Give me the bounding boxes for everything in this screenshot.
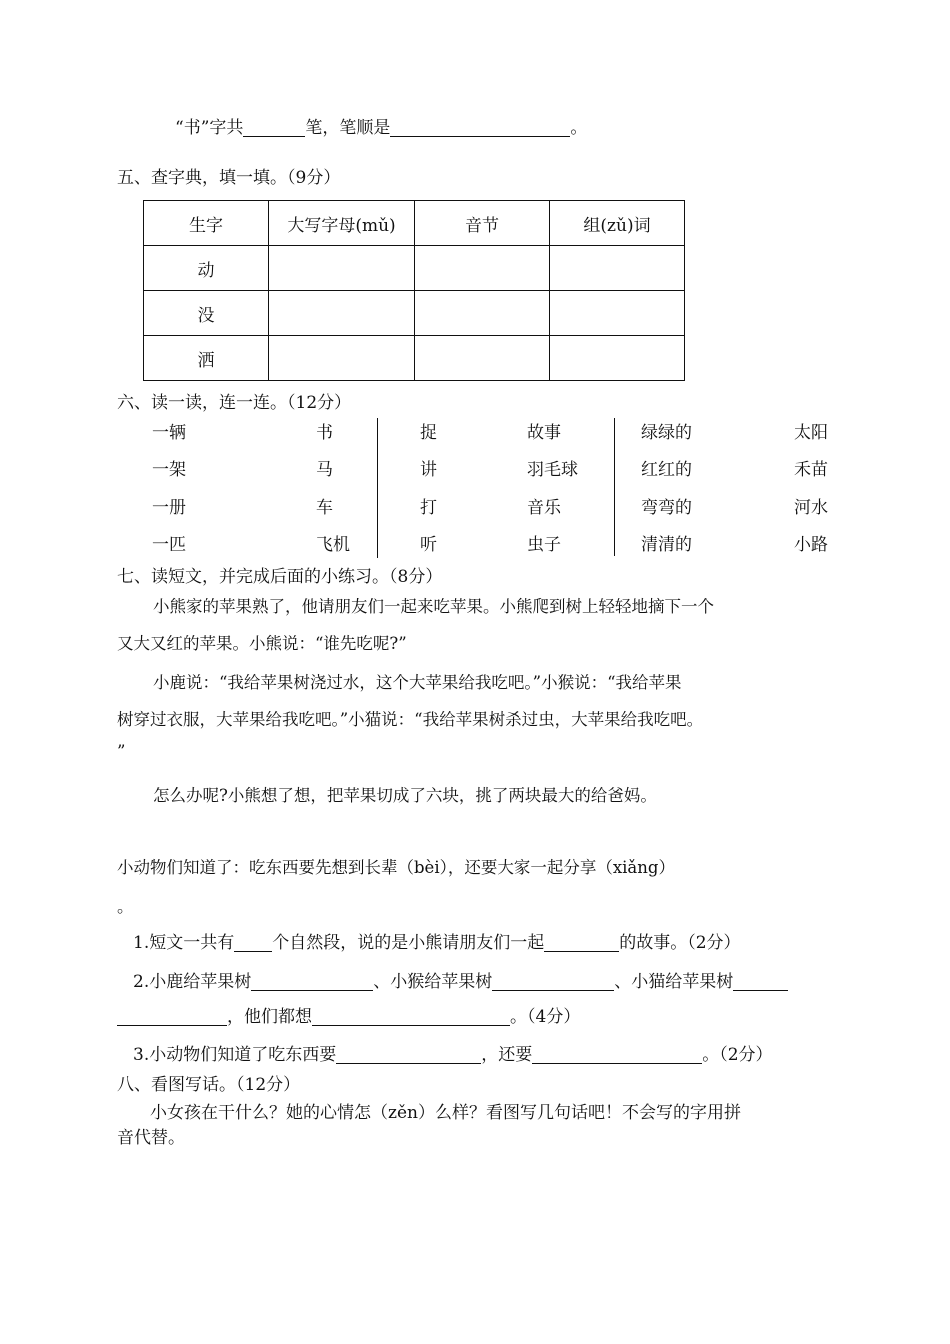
- table-header-row: [144, 201, 685, 246]
- section7-title: 七、读短文，并完成后面的小练习。（8分）: [117, 567, 443, 587]
- passage-line: 小鹿说：“我给苹果树浇过水，这个大苹果给我吃吧。”小猴说：“我给苹果: [153, 673, 682, 692]
- match-item[interactable]: 书: [316, 423, 333, 443]
- match-item[interactable]: 一架: [152, 460, 186, 480]
- header-capital: 大写字母(mǔ): [269, 201, 415, 246]
- table-row: [144, 246, 685, 291]
- match-item[interactable]: 故事: [527, 423, 561, 443]
- table-row: [144, 336, 685, 381]
- answer-blank[interactable]: [117, 1007, 227, 1026]
- answer-cell[interactable]: [269, 246, 415, 291]
- passage-line: 怎么办呢?小熊想了想，把苹果切成了六块，挑了两块最大的给爸妈。: [153, 786, 657, 805]
- match-item[interactable]: 红红的: [641, 460, 692, 480]
- answer-blank[interactable]: [251, 972, 373, 991]
- section6-title: 六、读一读，连一连。（12分）: [117, 393, 352, 413]
- prompt-line: 小女孩在干什么？她的心情怎（zěn）么样？看图写几句话吧！不会写的字用拼: [150, 1103, 741, 1123]
- passage-line: 。: [117, 897, 134, 916]
- match-item[interactable]: 禾苗: [794, 460, 828, 480]
- passage-line: ”: [117, 742, 126, 761]
- passage-line: 小熊家的苹果熟了，他请朋友们一起来吃苹果。小熊爬到树上轻轻地摘下一个: [153, 597, 714, 616]
- match-item[interactable]: 虫子: [527, 535, 561, 555]
- match-item[interactable]: 一册: [152, 498, 186, 518]
- match-item[interactable]: 飞机: [316, 535, 350, 555]
- stroke-order-blank[interactable]: [390, 118, 570, 137]
- question-1: 1.短文一共有 个自然段，说的是小熊请朋友们一起 的故事。（2分）: [133, 933, 741, 953]
- passage-line: 树穿过衣服，大苹果给我吃吧。”小猫说：“我给苹果树杀过虫，大苹果给我吃吧。: [117, 710, 704, 729]
- answer-cell[interactable]: [415, 246, 550, 291]
- group-divider: [614, 418, 615, 556]
- answer-blank[interactable]: [492, 972, 614, 991]
- stroke-count-blank[interactable]: [243, 118, 305, 137]
- row-char: 动: [144, 246, 269, 291]
- answer-cell[interactable]: [415, 291, 550, 336]
- answer-blank[interactable]: [544, 933, 619, 952]
- section5-title: 五、查字典，填一填。（9分）: [117, 168, 341, 188]
- match-item[interactable]: 打: [420, 498, 437, 518]
- match-item[interactable]: 讲: [420, 460, 437, 480]
- header-char: 生字: [144, 201, 269, 246]
- match-item[interactable]: 车: [316, 498, 333, 518]
- question-3: 3.小动物们知道了吃东西要 ，还要 。（2分）: [133, 1045, 773, 1065]
- answer-cell[interactable]: [415, 336, 550, 381]
- match-item[interactable]: 绿绿的: [641, 423, 692, 443]
- match-item[interactable]: 捉: [420, 423, 437, 443]
- passage-line: 小动物们知道了：吃东西要先想到长辈（bèi），还要大家一起分享（xiǎng）: [117, 858, 675, 877]
- group-divider: [377, 418, 378, 558]
- answer-cell[interactable]: [269, 336, 415, 381]
- header-syllable: 音节: [415, 201, 550, 246]
- row-char: 洒: [144, 336, 269, 381]
- dictionary-table: [143, 200, 685, 381]
- question-2: 2.小鹿给苹果树 、小猴给苹果树 、小猫给苹果树: [133, 971, 788, 993]
- table-row: [144, 291, 685, 336]
- header-word: 组(zǔ)词: [550, 201, 685, 246]
- question-2-cont: ，他们都想 。（4分）: [117, 1006, 580, 1028]
- section8-title: 八、看图写话。（12分）: [117, 1075, 301, 1095]
- match-item[interactable]: 弯弯的: [641, 498, 692, 518]
- answer-cell[interactable]: [550, 291, 685, 336]
- match-item[interactable]: 听: [420, 535, 437, 555]
- answer-blank[interactable]: [532, 1045, 702, 1064]
- answer-blank[interactable]: [336, 1045, 481, 1064]
- answer-blank[interactable]: [312, 1007, 510, 1026]
- answer-cell[interactable]: [550, 246, 685, 291]
- match-item[interactable]: 小路: [794, 535, 828, 555]
- passage-line: 又大又红的苹果。小熊说：“谁先吃呢?”: [117, 634, 407, 653]
- row-char: 没: [144, 291, 269, 336]
- match-item[interactable]: 马: [316, 460, 333, 480]
- match-item[interactable]: 清清的: [641, 535, 692, 555]
- answer-cell[interactable]: [269, 291, 415, 336]
- answer-cell[interactable]: [550, 336, 685, 381]
- match-item[interactable]: 一匹: [152, 535, 186, 555]
- stroke-question: “书”字共 笔，笔顺是 。: [175, 118, 588, 138]
- match-item[interactable]: 音乐: [527, 498, 561, 518]
- match-item[interactable]: 羽毛球: [527, 460, 578, 480]
- match-item[interactable]: 河水: [794, 498, 828, 518]
- answer-blank[interactable]: [733, 972, 788, 991]
- prompt-line: 音代替。: [117, 1128, 185, 1148]
- match-item[interactable]: 一辆: [152, 423, 186, 443]
- match-item[interactable]: 太阳: [794, 423, 828, 443]
- answer-blank[interactable]: [234, 933, 272, 952]
